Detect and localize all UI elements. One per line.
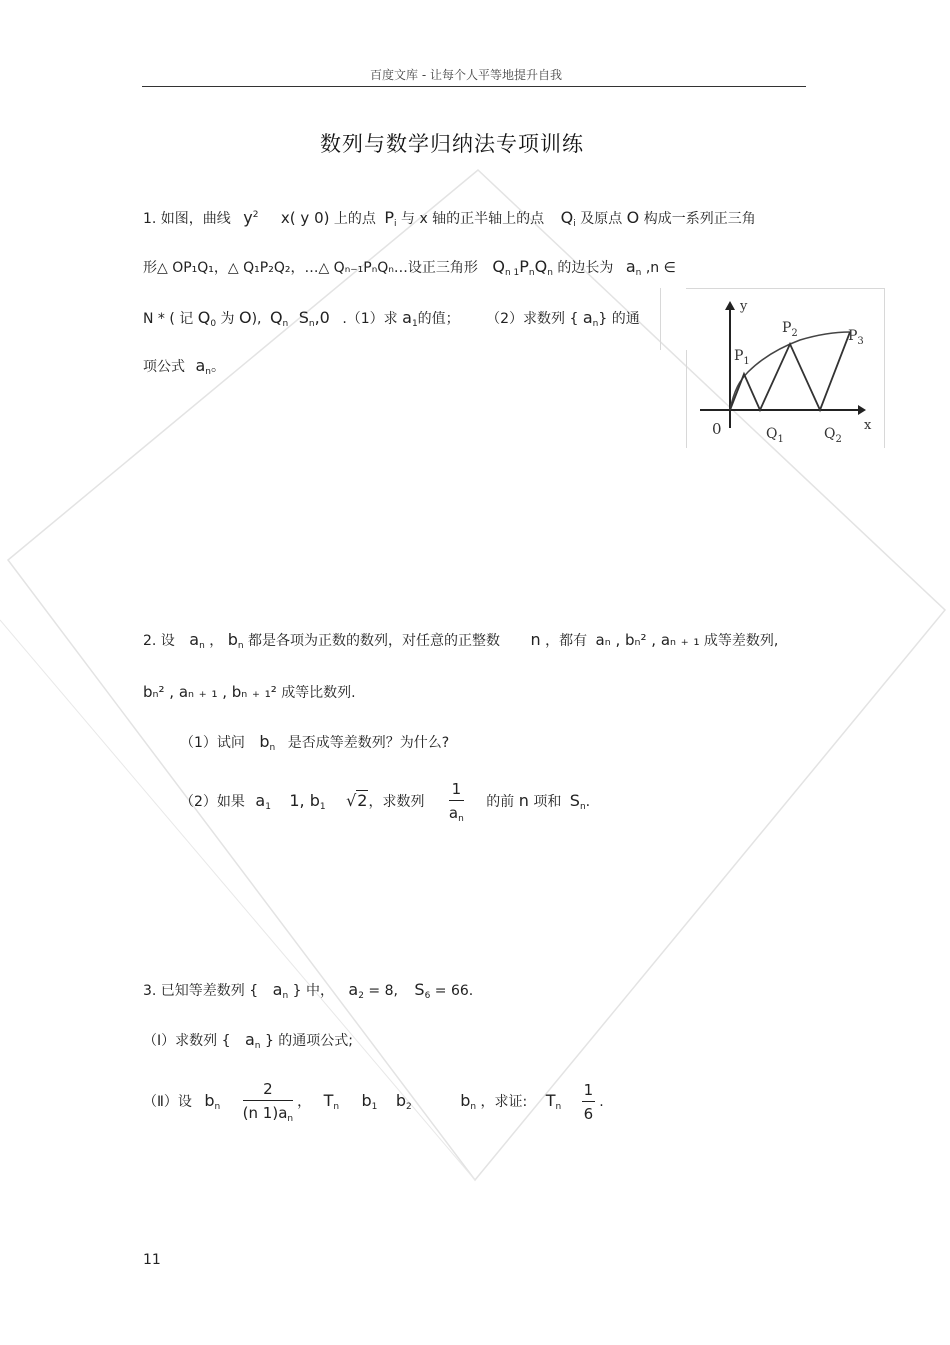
header-text: 百度文库 - 让每个人平等地提升自我	[370, 68, 562, 82]
page-title: 数列与数学归纳法专项训练	[320, 132, 584, 156]
q3-part-2: （Ⅱ）设 $b_n$ $\frac{2}{(n 1)a_n}$ ， $T_n$ $b_1$ $b_2$ $b_n$ ，求证: $T_n$ $\frac{1}{6}$ .	[143, 1080, 604, 1124]
label-p3: $P_3$	[848, 328, 864, 347]
page-number: 11	[143, 1252, 161, 1268]
q2-line-2: bₙ² , aₙ ₊ ₁ , bₙ ₊ ₁² 成等比数列.	[143, 683, 356, 701]
q3-fraction-bn: $\frac{2}{(n 1)a_n}$	[242, 1080, 294, 1124]
q1-line-2: 形△ OP₁Q₁，△ Q₁P₂Q₂，…△ Qₙ₋₁PₙQₙ…设正三角形 $Q_{n 1}P_nQ_n$ 的边长为 $a_n$ ,n ∈	[143, 257, 676, 278]
sqrt-2: √2	[346, 791, 368, 810]
q2-part-1: （1）试问 $b_n$ 是否成等差数列？为什么?	[180, 732, 450, 753]
q1-line-3: N * ( 记 $Q_0$ 为 O), $Q_n$ $S_n,0$ .（1）求 $a_1$的值； （2）求数列 { $a_n$} 的通	[143, 308, 640, 329]
q3-fraction-bound: $\frac{1}{6}$	[583, 1081, 594, 1123]
figure-frame-right	[884, 288, 885, 448]
header-rule	[142, 86, 806, 87]
label-q1: $Q_1$	[766, 426, 784, 445]
figure-frame-top	[686, 288, 884, 289]
q1-line-4: 项公式 $a_n$。	[143, 356, 225, 377]
label-p1: $P_1$	[734, 348, 750, 367]
figure-frame-left-lower	[686, 350, 687, 448]
q3-line-1: 3. 已知等差数列 { $a_n$ } 中， $a_2 = 8$, $S_6 = 66$.	[143, 980, 474, 1001]
q3-part-1: （Ⅰ）求数列 { $a_n$ } 的通项公式;	[143, 1030, 354, 1051]
q2-part-2: （2）如果 $a_1$ 1, $b_1$ √2，求数列 $\frac{1}{a_n}$ 的前 n 项和 $S_n$.	[180, 780, 591, 824]
label-y: y	[740, 299, 748, 314]
q2-line-1: 2. 设 $a_n$ ， $b_n$ 都是各项为正数的数列，对任意的正整数 n ，都有 aₙ , bₙ² , aₙ ₊ ₁ 成等差数列,	[143, 630, 779, 651]
label-p2: $P_2$	[782, 320, 798, 339]
q1-line-1: 1. 如图，曲线 $y^2$ x( y 0) 上的点 $P_i$ 与 x 轴的正半轴上的点 $Q_i$ 及原点 O 构成一系列正三角	[143, 208, 756, 229]
label-x: x	[864, 418, 872, 433]
label-q2: $Q_2$	[824, 426, 842, 445]
q1-figure	[660, 288, 886, 450]
x-axis-arrow	[858, 405, 866, 415]
y-axis-arrow	[725, 301, 735, 310]
label-origin: 0	[712, 420, 722, 438]
q2-fraction: $\frac{1}{a_n}$	[448, 780, 464, 824]
figure-frame-left-upper	[660, 288, 661, 350]
